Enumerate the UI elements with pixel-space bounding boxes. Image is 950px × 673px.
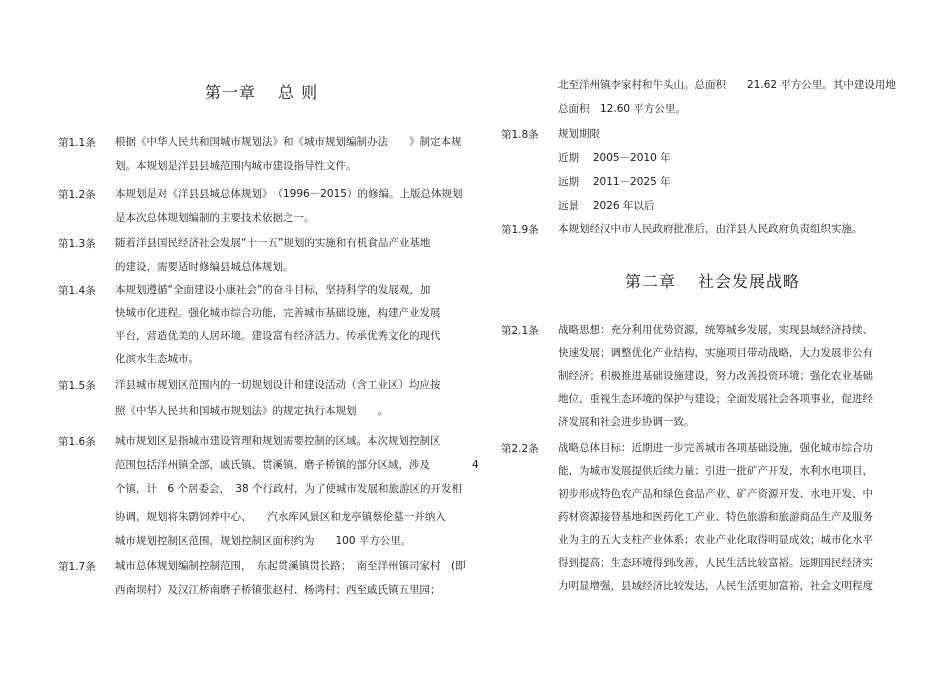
article-line: 洋县城市规划区范围内的一切规划设计和建设活动（含工业区）均应按 (115, 379, 441, 391)
article-line: 城市规划区是指城市建设管理和规划需要控制的区域。本次规划控制区 (115, 435, 441, 447)
chapter-2-name: 社会发展战略 (698, 272, 801, 291)
article-line: 城市规划控制区范围，规划控制区面积约为 100 平方公里。 (115, 535, 412, 547)
chapter-1-name: 总 则 (278, 83, 319, 102)
article-line: 范围包括洋州镇全部，戚氏镇、贯溪镇、磨子桥镇的部分区域，涉及 4 (115, 459, 479, 471)
article-line: 济发展和社会进步协调一致。 (558, 416, 695, 428)
article-line: 本规划是对《洋县县城总体规划》 （1996－2015）的修编。上版总体规划 (115, 188, 463, 200)
chapter-2-heading (625, 269, 800, 292)
article-number: 第1.1条 (58, 137, 96, 149)
article-number: 第1.5条 (58, 380, 96, 392)
article-line: 北至洋州镇李家村和牛头山。总面积 21.62 平方公里。其中建设用地 (558, 79, 896, 91)
article-line: 协调，规划将朱鹮饲养中心、 汽水库风景区和龙亭镇蔡伦墓一并纳入 (115, 511, 446, 523)
article-number: 第1.8条 (501, 129, 539, 141)
article-line: 战略总体目标：近期进一步完善城市各项基础设施，强化城市综合功 (558, 442, 873, 454)
article-line: 力明显增强，县域经济比较发达，人民生活更加富裕，社会文明程度 (558, 580, 873, 592)
article-line: 总面积 12.60 平方公里。 (558, 103, 686, 115)
article-line: 本规划经汉中市人民政府批准后，由洋县人民政府负责组织实施。 (558, 223, 863, 235)
article-line: 得到提高；生态环境得到改善，人民生活比较富裕。远期国民经济实 (558, 557, 873, 569)
article-line: 初步形成特色农产品和绿色食品产业、矿产资源开发、水电开发、中 (558, 488, 873, 500)
article-line: 根据《中华人民共和国城市规划法》和《城市规划编制办法 》制定本规 (115, 136, 462, 148)
article-line: 城市总体规划编制控制范围， 东起贯溪镇贯长路； 南至洋州镇司家村 (即 (115, 560, 466, 572)
article-line: 本规划遵循“全面建设小康社会”的奋斗目标，坚持科学的发展观，加 (115, 284, 431, 296)
article-number: 第2.1条 (501, 325, 539, 337)
article-number: 第1.6条 (58, 436, 96, 448)
article-number: 第1.4条 (58, 285, 96, 297)
article-line: 快速发展；调整优化产业结构，实施项目带动战略，大力发展非公有 (558, 347, 873, 359)
article-line: 随着洋县国民经济社会发展“十一五”规划的实施和有机食品产业基地 (115, 237, 431, 249)
article-line: 快城市化进程。强化城市综合功能，完善城市基础设施，构建产业发展 (115, 307, 441, 319)
article-line: 平台，营造优美的人居环境。建设富有经济活力、传承优秀文化的现代 (115, 330, 441, 342)
article-line: 远期 2011－2025 年 (558, 176, 671, 188)
article-line: 个镇，计 6 个居委会， 38 个行政村，为了使城市发展和旅游区的开发相 (115, 483, 462, 495)
chapter-1-number: 第一章 (205, 83, 257, 102)
article-number: 第1.7条 (58, 561, 96, 573)
chapter-1-heading (205, 80, 318, 103)
article-number: 第1.2条 (58, 189, 96, 201)
article-line: 近期 2005－2010 年 (558, 152, 671, 164)
chapter-2-number: 第二章 (625, 272, 677, 291)
article-line: 战略思想：充分利用优势资源，统筹城乡发展，实现县域经济持续、 (558, 324, 873, 336)
article-line: 地位，重视生态环境的保护与建设；全面发展社会各项事业，促进经 (558, 393, 873, 405)
article-line: 药材资源接替基地和医药化工产业、特色旅游和旅游商品生产及服务 (558, 511, 873, 523)
article-line: 照《中华人民共和国城市规划法》的规定执行本规划 。 (115, 405, 388, 417)
article-line: 制经济；积极推进基础设施建设，努力改善投资环境；强化农业基础 (558, 370, 873, 382)
article-line: 业为主的五大支柱产业体系；农业产业化取得明显成效；城市化水平 (558, 534, 873, 546)
article-number: 第1.3条 (58, 238, 96, 250)
article-line: 能，为城市发展提供后续力量；引进一批矿产开发，水利水电项目， (558, 465, 873, 477)
article-line: 西南坝村）及汉江桥南磨子桥镇张赵村、杨湾村；西至戚氏镇五里园； (115, 584, 441, 596)
article-number: 第1.9条 (501, 224, 539, 236)
article-line: 的建设，需要适时修编县城总体规划。 (115, 261, 294, 273)
article-line: 规划期限 (558, 128, 600, 140)
article-number: 第2.2条 (501, 443, 539, 455)
article-line: 远景 2026 年以后 (558, 200, 655, 212)
article-line: 划。本规划是洋县县城范围内城市建设指导性文件。 (115, 160, 357, 172)
article-line: 是本次总体规划编制的主要技术依据之一。 (115, 212, 315, 224)
article-line: 化滨水生态城市。 (115, 353, 199, 365)
